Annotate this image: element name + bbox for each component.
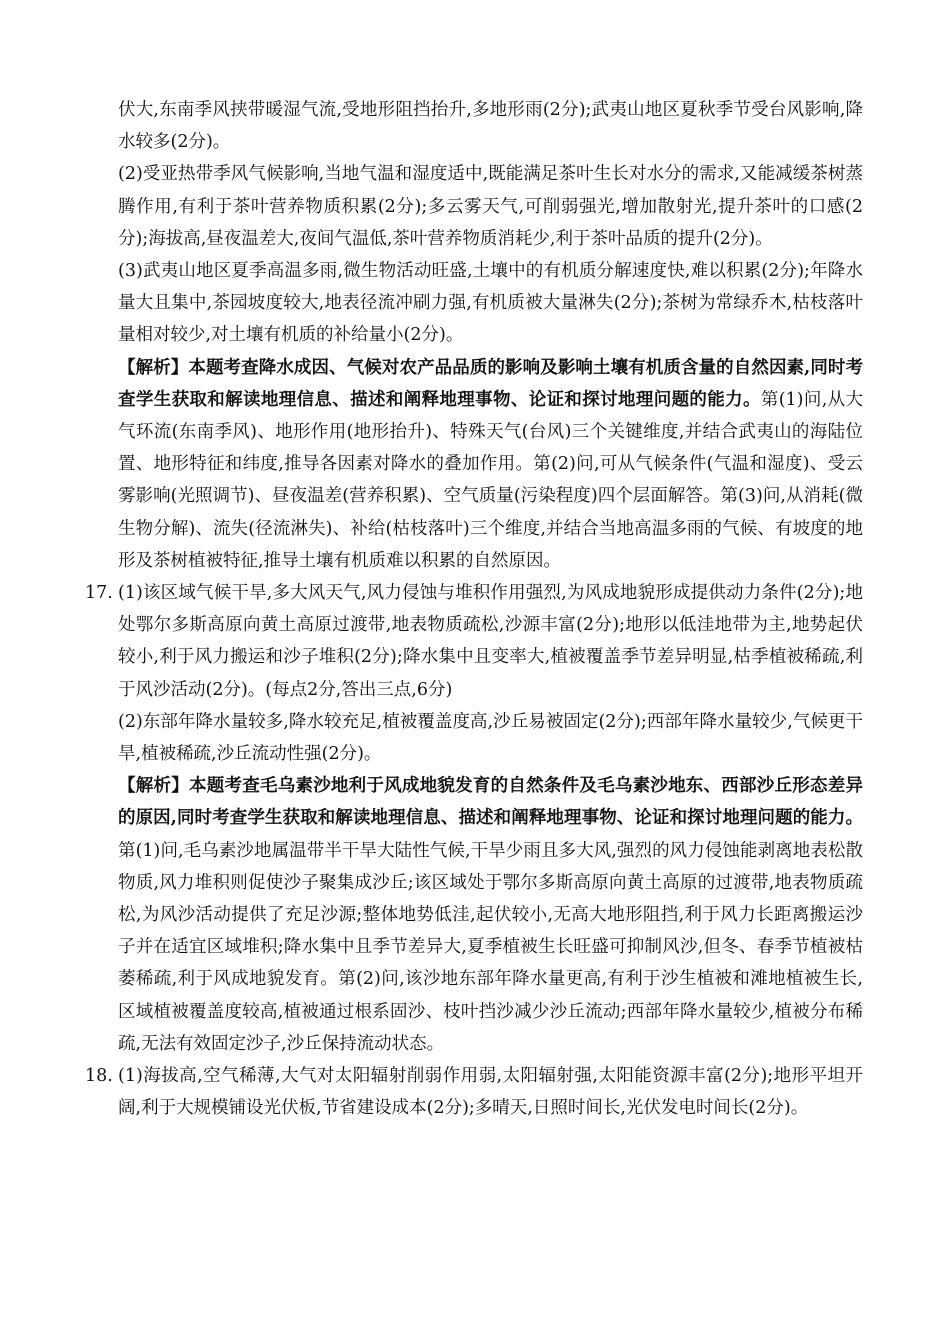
question-18 xyxy=(85,1060,863,1124)
analysis-detail: 第(1)问,毛乌素沙地属温带半干旱大陆性气候,干旱少雨且多大风,强烈的风力侵蚀能剥离地表松散物质,风力堆积则促使沙子聚集成沙丘;该区域处于鄂尔多斯高原向黄土高原的过渡带,地表物质疏松,为风沙活动提供了充足沙源;整体地势低洼,起伏较小,无高大地形阻挡,利于风力长距离搬运沙子并在适宜区域堆积;降水集中且季节差异大,夏季植被生长旺盛可抑制风沙,但冬、春季节植被枯萎稀疏,利于风成地貌发育。第(2)问,该沙地东部年降水量更高,有利于沙生植被和滩地植被生长,区域植被覆盖度较高,植被通过根系固沙、枝叶挡沙减少沙丘流动;西部年降水量较少,植被分布稀疏,无法有效固定沙子,沙丘保持流动状态。 xyxy=(118,840,863,1054)
question-17 xyxy=(85,577,863,706)
q18-answer-1: (1)海拔高,空气稀薄,大气对太阳辐射削弱作用弱,太阳辐射强,太阳能资源丰富(2分);地形平坦开阔,利于大规模铺设光伏板,节省建设成本(2分);多晴天,日照时间长,光伏发电时间长(2分)。 xyxy=(118,1066,863,1119)
question-number: 18. xyxy=(85,1066,113,1087)
question-number: 17. xyxy=(85,583,113,604)
q16-answer-3: (3)武夷山地区夏季高温多雨,微生物活动旺盛,土壤中的有机质分解速度快,难以积累(2分);年降水量大且集中,茶园坡度较大,地表径流冲刷力强,有机质被大量淋失(2分);茶树为常绿乔木,枯枝落叶量相对较少,对土壤有机质的补给量小(2分)。 xyxy=(118,261,863,346)
q17-answer-1: (1)该区域气候干旱,多大风天气,风力侵蚀与堆积作用强烈,为风成地貌形成提供动力条件(2分);地处鄂尔多斯高原向黄土高原过渡带,地表物质疏松,沙源丰富(2分);地形以低洼地带为主,地势起伏较小,利于风力搬运和沙子堆积(2分);降水集中且变率大,植被覆盖季节差异明显,枯季植被稀疏,利于风沙活动(2分)。(每点2分,答出三点,6分) xyxy=(118,583,863,700)
q16-analysis xyxy=(118,352,863,577)
q17-analysis xyxy=(118,770,863,1060)
analysis-detail: 第(1)问,从大气环流(东南季风)、地形作用(地形抬升)、特殊天气(台风)三个关键维度,并结合武夷山的海陆位置、地形特征和纬度,推导各因素对降水的叠加作用。第(2)问,可从气候条件(气温和湿度)、受云雾影响(光照调节)、昼夜温差(营养积累)、空气质量(污染程度)四个层面解答。第(3)问,从消耗(微生物分解)、流失(径流淋失)、补给(枯枝落叶)三个维度,并结合当地高温多雨的气候、有坡度的地形及茶树植被特征,推导土壤有机质难以积累的自然原因。 xyxy=(118,389,863,571)
analysis-summary: 本题考查降水成因、气候对农产品品质的影响及影响土壤有机质含量的自然因素,同时考查学生获取和解读地理信息、描述和阐释地理事物、论证和探讨地理问题的能力。 xyxy=(118,357,863,410)
q16-answer-1-continued: 伏大,东南季风挟带暖湿气流,受地形阻挡抬升,多地形雨(2分);武夷山地区夏秋季节受台风影响,降水较多(2分)。 xyxy=(118,100,863,153)
analysis-label: 【解析】 xyxy=(118,776,189,797)
analysis-summary: 本题考查毛乌素沙地利于风成地貌发育的自然条件及毛乌素沙地东、西部沙丘形态差异的原因,同时考查学生获取和解读地理信息、描述和阐释地理事物、论证和探讨地理问题的能力。 xyxy=(118,776,864,829)
answer-page xyxy=(85,94,864,1125)
q17-answer-2: (2)东部年降水量较多,降水较充足,植被覆盖度高,沙丘易被固定(2分);西部年降水量较少,气候更干旱,植被稀疏,沙丘流动性强(2分)。 xyxy=(118,711,863,765)
q16-answer-2: (2)受亚热带季风气候影响,当地气温和湿度适中,既能满足茶叶生长对水分的需求,又能减缓茶树蒸腾作用,有利于茶叶营养物质积累(2分);多云雾天气,可削弱强光,增加散射光,提升茶叶的口感(2分);海拔高,昼夜温差大,夜间气温低,茶叶营养物质消耗少,利于茶叶品质的提升(2分)。 xyxy=(118,164,863,249)
analysis-label: 【解析】 xyxy=(118,357,189,378)
